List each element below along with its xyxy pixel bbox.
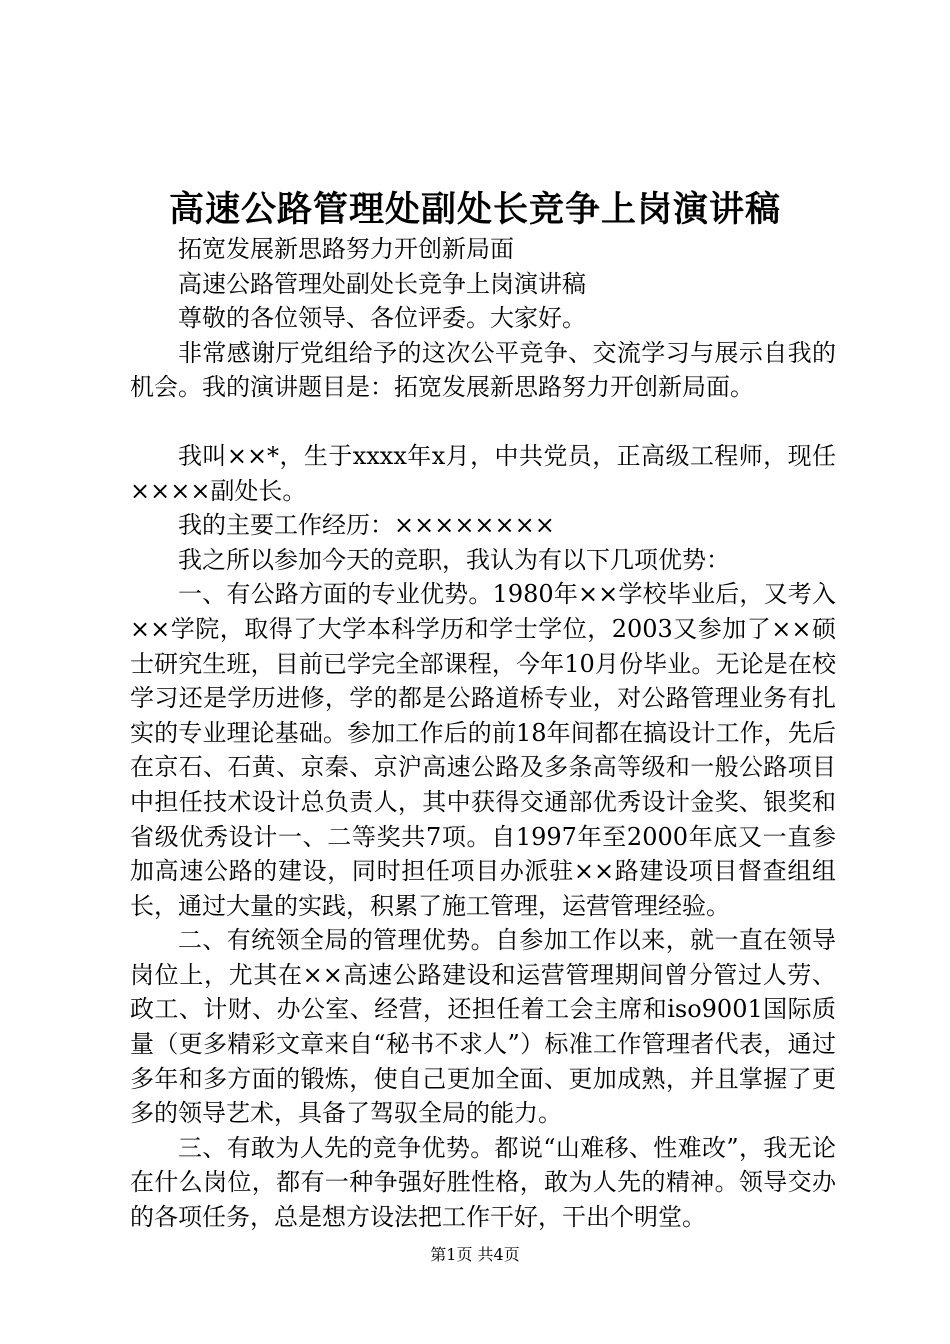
- advantages-intro-paragraph: 我之所以参加今天的竞职，我认为有以下几项优势：: [178, 545, 730, 574]
- page-number-footer: 第1页 共4页: [430, 1245, 520, 1264]
- advantage-three-paragraph: 三、有敢为人先的竞争优势。都说“山难移、性难改”，我无论在什么岗位，都有一种争强好胜性格，敢为人先的精神。领导交办的各项任务，总是想方设法把工作干好，干出个明堂。: [130, 1133, 836, 1232]
- self-introduction-paragraph: 我叫××*，生于xxxx年x月，中共党员，正高级工程师，现任××××副处长。: [130, 441, 836, 505]
- advantage-two-paragraph: 二、有统领全局的管理优势。自参加工作以来，就一直在领导岗位上，尤其在××高速公路建设和运营管理期间曾分管过人劳、政工、计财、办公室、经营，还担任着工会主席和iso9001国际质量（更多精彩文章来自“秘书不求人”）标准工作管理者代表，通过多年和多方面的锻炼，使自己更加全面、更加成熟，并且掌握了更多的领导艺术，具备了驾驭全局的能力。: [130, 926, 836, 1128]
- document-body: [130, 232, 836, 1235]
- document-title: 高速公路管理处副处长竞争上岗演讲稿: [168, 189, 781, 230]
- greeting-paragraph: 尊敬的各位领导、各位评委。大家好。: [178, 304, 586, 333]
- advantage-one-paragraph: 一、有公路方面的专业优势。1980年××学校毕业后，又考入××学院，取得了大学本科学历和学士学位，2003又参加了××硕士研究生班，目前已学完全部课程，今年10月份毕业。无论是在校学习还是学历进修，学的都是公路道桥专业，对公路管理业务有扎实的专业理论基础。参加工作后的前18年间都在搞设计工作，先后在京石、石黄、京秦、京沪高速公路及多条高等级和一般公路项目中担任技术设计总负责人，其中获得交通部优秀设计金奖、银奖和省级优秀设计一、二等奖共7项。自1997年至2000年底又一直参加高速公路的建设，同时担任项目办派驻××路建设项目督查组组长，通过大量的实践，积累了施工管理，运营管理经验。: [130, 580, 836, 920]
- speech-title-line: 高速公路管理处副处长竞争上岗演讲稿: [178, 269, 586, 298]
- subtitle-line: 拓宽发展新思路努力开创新局面: [178, 235, 514, 263]
- intro-paragraph: 非常感谢厅党组给予的这次公平竞争、交流学习与展示自我的机会。我的演讲题目是：拓宽发展新思路努力开创新局面。: [130, 338, 836, 402]
- work-history-paragraph: 我的主要工作经历：××××××××: [178, 511, 555, 540]
